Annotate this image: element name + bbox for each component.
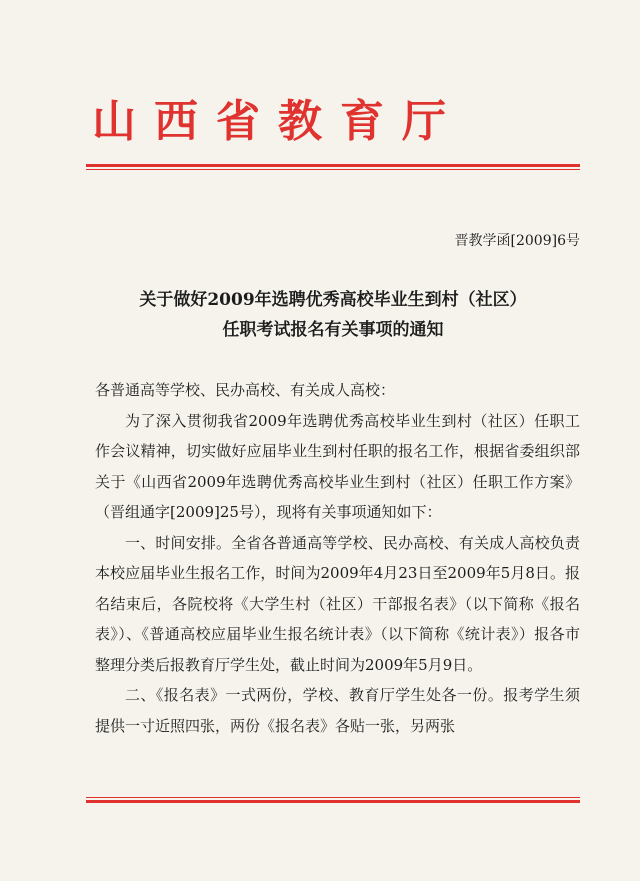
document-title [86, 285, 580, 345]
salutation: 各普通高等学校、民办高校、有关成人高校： [95, 381, 396, 399]
paragraph-time: 一、时间安排。全省各普通高等学校、民办高校、有关成人高校负责本校应届毕业生报名工作，时间为2009年4月23日至2009年5月8日。报名结束后，各院校将《大学生村（社区）干部报名表》（以下简称《报名表》）、《普通高校应届毕业生报名统计表》（以下简称《统计表》）报各市整理分类后报教育厅学生处，截止时间为2009年5月9日。 [95, 533, 580, 674]
masthead: 山西省教育厅 [92, 96, 464, 147]
paragraph-forms: 二、《报名表》一式两份，学校、教育厅学生处各一份。报考学生须提供一寸近照四张，两份《报名表》各贴一张，另两张 [95, 686, 580, 735]
title-line-1: 关于做好2009年选聘优秀高校毕业生到村（社区） [139, 290, 527, 310]
title-line-2: 任职考试报名有关事项的通知 [222, 320, 444, 340]
document-number: 晋教学函[2009]6号 [454, 233, 580, 249]
header-rule-thin [86, 169, 580, 170]
footer-rule-thin [86, 797, 580, 798]
document-body [95, 375, 580, 741]
footer-rule-thick [86, 800, 580, 803]
header-rule-thick [86, 164, 580, 167]
paragraph-intro: 为了深入贯彻我省2009年选聘优秀高校毕业生到村（社区）任职工作会议精神，切实做好应届毕业生到村任职的报名工作，根据省委组织部关于《山西省2009年选聘优秀高校毕业生到村（社区）任职工作方案》（晋组通字[2009]25号），现将有关事项通知如下： [95, 411, 580, 521]
